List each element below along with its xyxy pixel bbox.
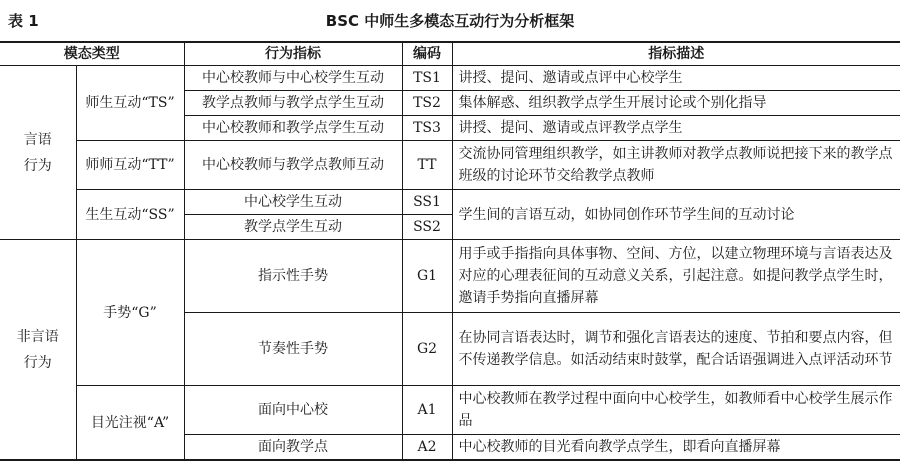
header-code: 编码 [402, 42, 452, 66]
behavior-cell: 中心校教师与中心校学生互动 [184, 66, 402, 91]
behavior-cell: 面向中心校 [184, 386, 402, 435]
behavior-cell: 中心校教师与教学点教师互动 [184, 141, 402, 190]
description-cell: 中心校教师的目光看向教学点学生，即看向直播屏幕 [452, 435, 900, 461]
code-cell: A2 [402, 435, 452, 461]
category-label: 言语行为 [23, 131, 52, 174]
code-cell: TS3 [402, 116, 452, 141]
behavior-cell: 节奏性手势 [184, 313, 402, 386]
description-cell: 学生间的言语互动，如协同创作环节学生间的互动讨论 [452, 190, 900, 240]
description-cell: 讲授、提问、邀请或点评中心校学生 [452, 66, 900, 91]
description-cell: 中心校教师在教学过程中面向中心校学生，如教师看中心校学生展示作品 [452, 386, 900, 435]
description-cell: 集体解惑、组织教学点学生开展讨论或个别化指导 [452, 91, 900, 116]
category-label: 非言语行为 [16, 328, 59, 371]
code-cell: TS1 [402, 66, 452, 91]
behavior-cell: 中心校学生互动 [184, 190, 402, 215]
description-cell: 交流协同管理组织教学，如主讲教师对教学点教师说把接下来的教学点班级的讨论环节交给教学点教师 [452, 141, 900, 190]
group-a: 目光注视“A” [76, 386, 184, 461]
table-row [0, 240, 900, 313]
group-ss: 生生互动“SS” [76, 190, 184, 240]
behavior-cell: 教学点教师与教学点学生互动 [184, 91, 402, 116]
table-caption [0, 0, 900, 40]
table-title: BSC 中师生多模态互动行为分析框架 [325, 12, 575, 30]
framework-table [0, 41, 900, 461]
code-cell: G2 [402, 313, 452, 386]
table-row [0, 141, 900, 190]
table-number: 表 1 [8, 12, 39, 30]
code-cell: A1 [402, 386, 452, 435]
behavior-cell: 指示性手势 [184, 240, 402, 313]
behavior-cell: 教学点学生互动 [184, 215, 402, 240]
header-row [0, 42, 900, 66]
header-modality: 模态类型 [0, 42, 184, 66]
code-cell: SS2 [402, 215, 452, 240]
code-cell: TT [402, 141, 452, 190]
code-cell: SS1 [402, 190, 452, 215]
behavior-cell: 中心校教师和教学点学生互动 [184, 116, 402, 141]
group-ts: 师生互动“TS” [76, 66, 184, 141]
code-cell: G1 [402, 240, 452, 313]
category-nonverbal [0, 240, 76, 461]
description-cell: 在协同言语表达时，调节和强化言语表达的速度、节拍和要点内容，但不传递教学信息。如活动结束时鼓掌，配合话语强调进入点评活动环节 [452, 313, 900, 386]
table-row [0, 66, 900, 91]
code-cell: TS2 [402, 91, 452, 116]
group-g: 手势“G” [76, 240, 184, 386]
description-cell: 讲授、提问、邀请或点评教学点学生 [452, 116, 900, 141]
behavior-cell: 面向教学点 [184, 435, 402, 461]
description-cell: 用手或手指指向具体事物、空间、方位，以建立物理环境与言语表达及对应的心理表征间的互动意义关系，引起注意。如提问教学点学生时，邀请手势指向直播屏幕 [452, 240, 900, 313]
header-behavior: 行为指标 [184, 42, 402, 66]
table-row [0, 386, 900, 435]
table-row [0, 190, 900, 215]
header-description: 指标描述 [452, 42, 900, 66]
category-verbal [0, 66, 76, 240]
group-tt: 师师互动“TT” [76, 141, 184, 190]
